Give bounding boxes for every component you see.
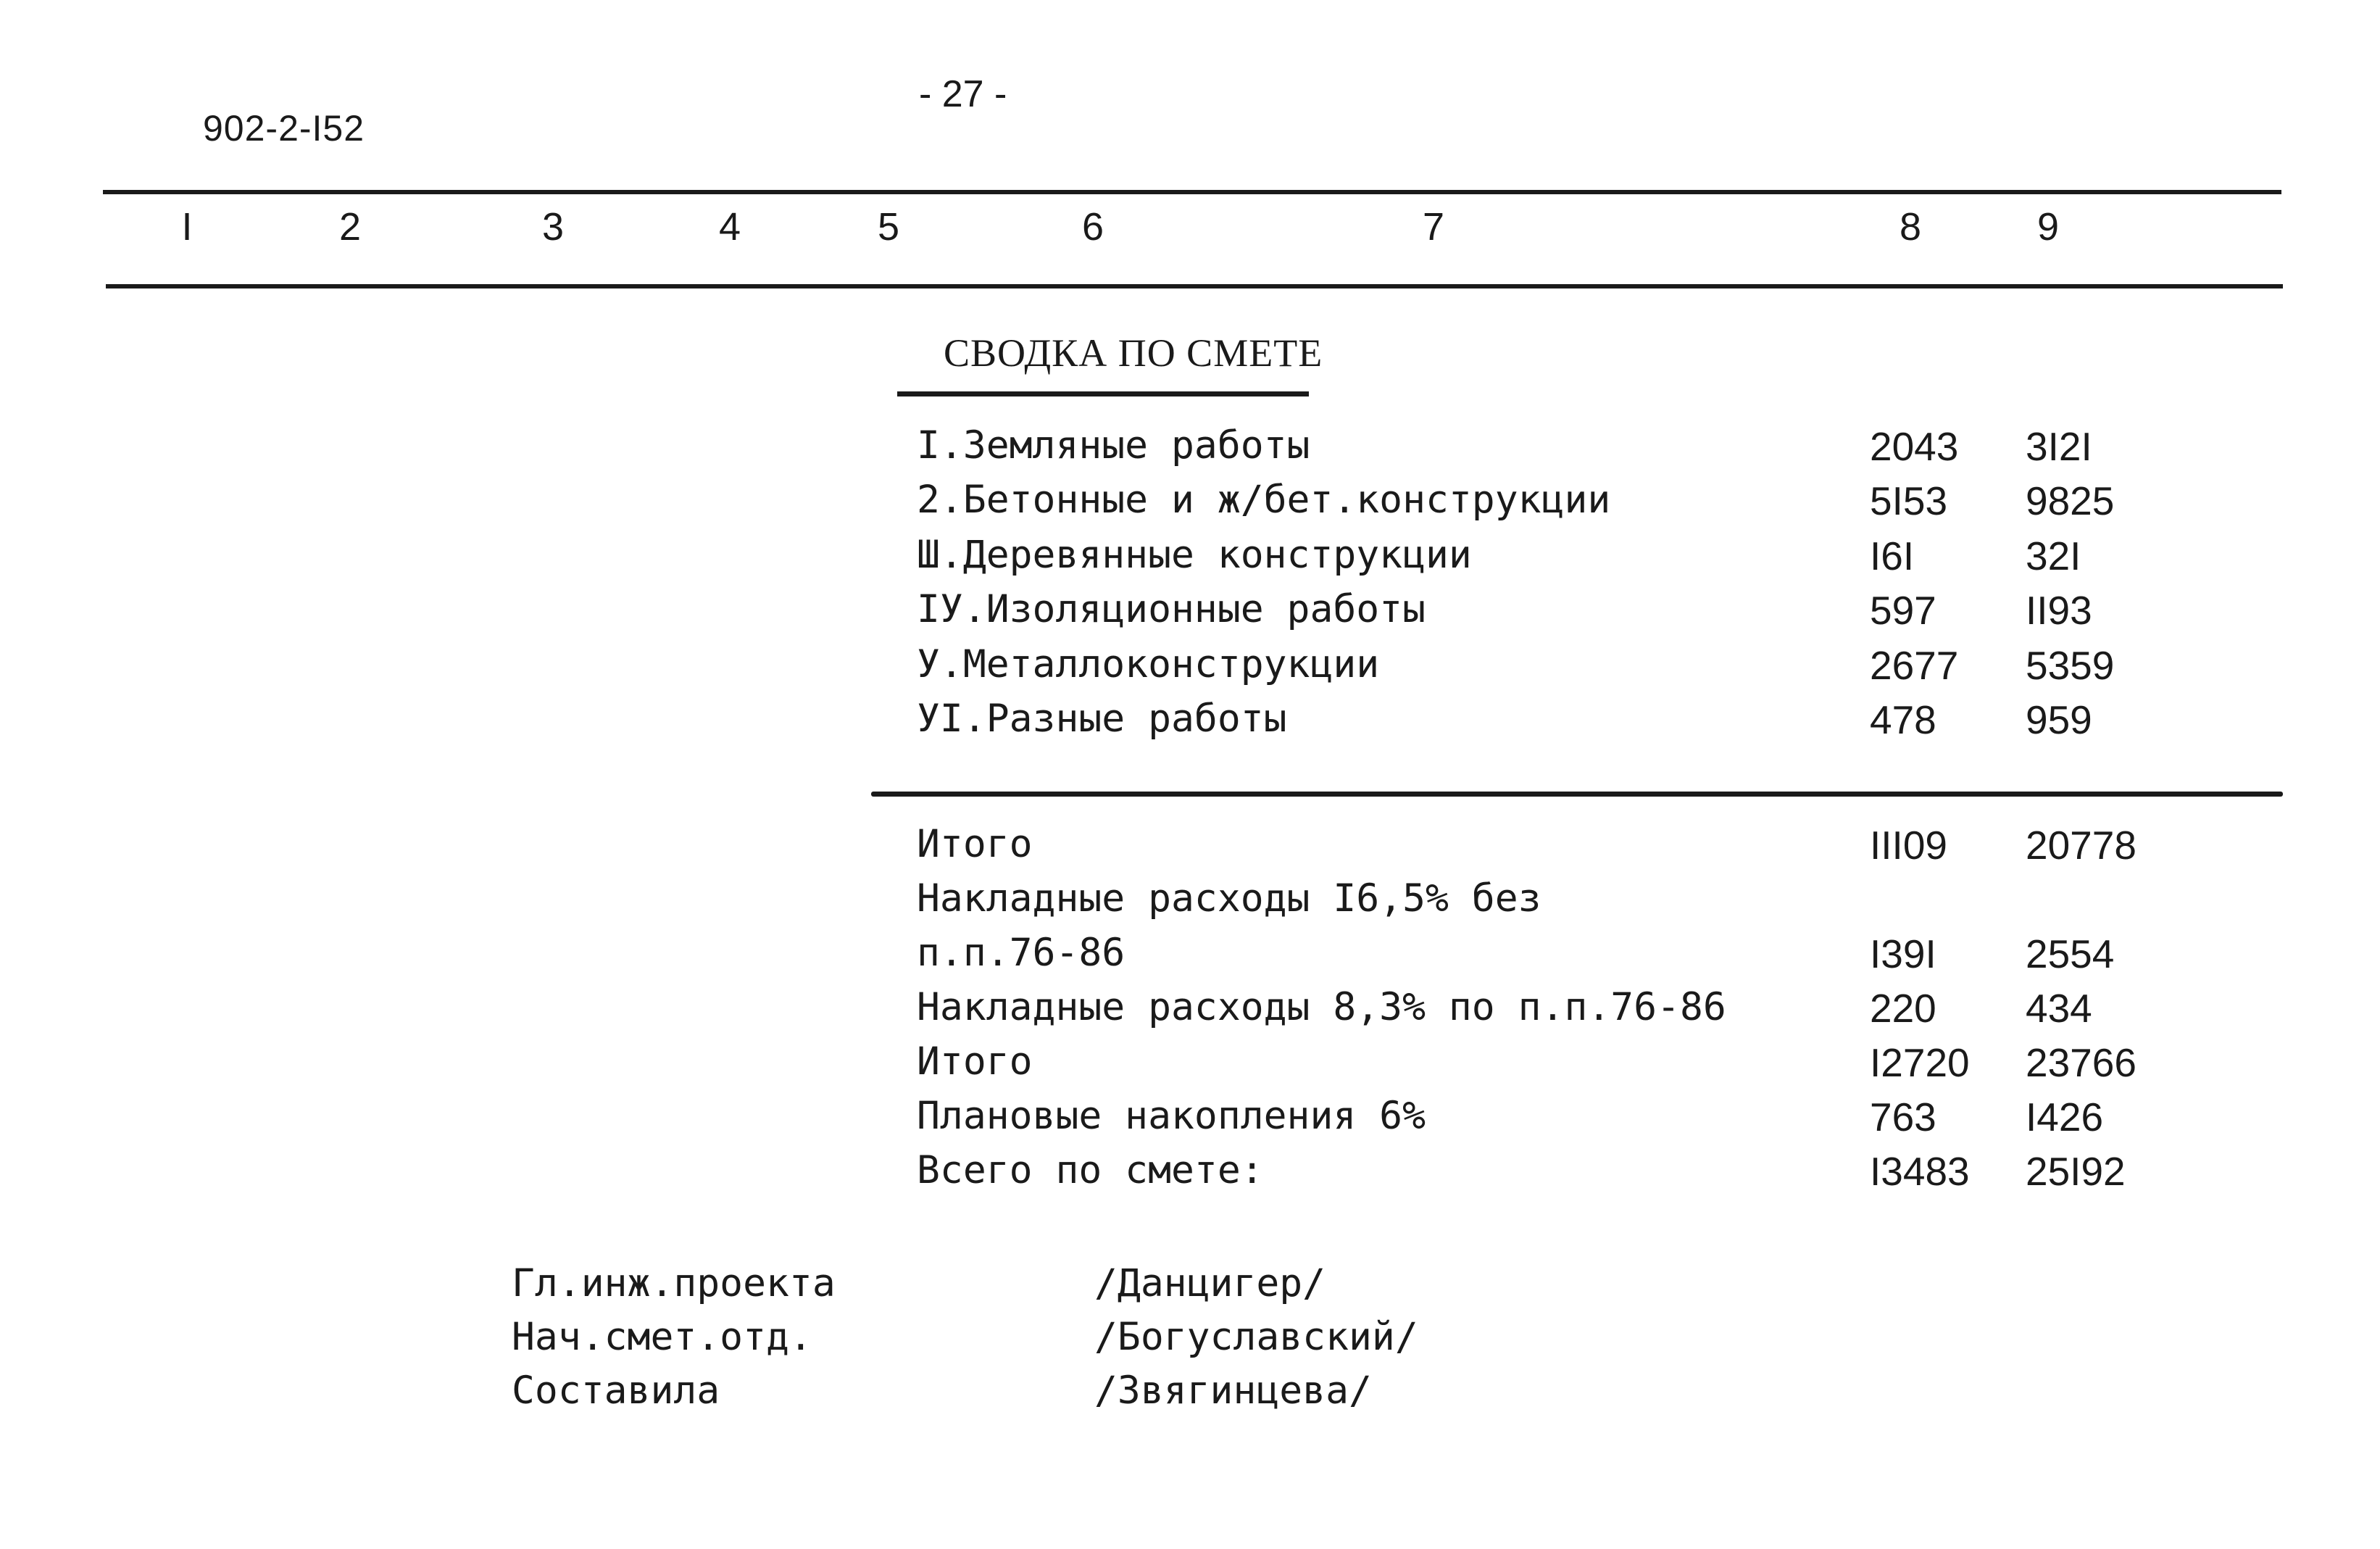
row-label: У.Металлоконструкции xyxy=(917,642,1380,686)
value-col8: 220 xyxy=(1870,986,1936,1031)
value-col8: 763 xyxy=(1870,1095,1936,1139)
row-label: Итого xyxy=(917,822,1033,866)
signature-role: Нач.смет.отд. xyxy=(512,1315,812,1359)
column-number: 7 xyxy=(1422,205,1445,249)
document-code: 902-2-I52 xyxy=(203,108,365,149)
value-col9: 3I2I xyxy=(2026,424,2092,469)
value-col8: III09 xyxy=(1870,823,1948,868)
column-number: 8 xyxy=(1899,205,1922,249)
column-number: 5 xyxy=(877,205,900,249)
value-col8: 597 xyxy=(1870,588,1936,633)
column-number: 2 xyxy=(338,205,362,249)
column-number: I xyxy=(181,205,193,249)
value-col8: I3483 xyxy=(1870,1149,1970,1194)
column-number: 6 xyxy=(1081,205,1104,249)
value-col9: 23766 xyxy=(2026,1040,2136,1085)
column-number: 4 xyxy=(718,205,741,249)
value-col8: 5I53 xyxy=(1870,478,1948,523)
header-bottom-rule xyxy=(106,284,2283,288)
page-number: - 27 - xyxy=(919,73,1007,115)
value-col8: 478 xyxy=(1870,697,1936,742)
column-number: 3 xyxy=(541,205,565,249)
value-col9: I426 xyxy=(2026,1095,2104,1139)
value-col8: 2677 xyxy=(1870,643,1959,688)
value-col8: I39I xyxy=(1870,931,1936,976)
row-label: Накладные расходы 8,3% по п.п.76-86 xyxy=(917,985,1726,1029)
summary-title: СВОДКА ПО СМЕТЕ xyxy=(944,331,1323,375)
signature-role: Составила xyxy=(512,1369,720,1413)
row-label: Всего по смете: xyxy=(917,1148,1264,1192)
signature-name: /Данцигер/ xyxy=(1094,1261,1326,1305)
value-col9: 25I92 xyxy=(2026,1149,2126,1194)
value-col8: 2043 xyxy=(1870,424,1959,469)
row-label: I.Земляные работы xyxy=(917,423,1310,468)
row-label: УI.Разные работы xyxy=(917,697,1287,741)
section-separator xyxy=(871,792,2283,797)
title-underline xyxy=(897,391,1309,396)
row-label: IУ.Изоляционные работы xyxy=(917,587,1426,631)
value-col9: 5359 xyxy=(2026,643,2115,688)
header-top-rule xyxy=(103,190,2281,194)
signature-name: /Звягинцева/ xyxy=(1094,1369,1372,1413)
signature-role: Гл.инж.проекта xyxy=(512,1261,836,1305)
row-label: 2.Бетонные и ж/бет.конструкции xyxy=(917,478,1611,522)
value-col9: II93 xyxy=(2026,588,2092,633)
value-col9: 959 xyxy=(2026,697,2092,742)
value-col9: 32I xyxy=(2026,533,2081,578)
value-col8: I6I xyxy=(1870,533,1915,578)
column-number: 9 xyxy=(2036,205,2060,249)
value-col9: 434 xyxy=(2026,986,2092,1031)
value-col8: I2720 xyxy=(1870,1040,1970,1085)
value-col9: 20778 xyxy=(2026,823,2136,868)
signature-name: /Богуславский/ xyxy=(1094,1315,1418,1359)
value-col9: 2554 xyxy=(2026,931,2115,976)
row-label: Накладные расходы I6,5% без xyxy=(917,876,1541,921)
row-label: Плановые накопления 6% xyxy=(917,1094,1426,1138)
row-label: Ш.Деревянные конструкции xyxy=(917,533,1472,577)
row-label: Итого xyxy=(917,1039,1033,1084)
value-col9: 9825 xyxy=(2026,478,2115,523)
row-label: п.п.76-86 xyxy=(917,931,1125,975)
